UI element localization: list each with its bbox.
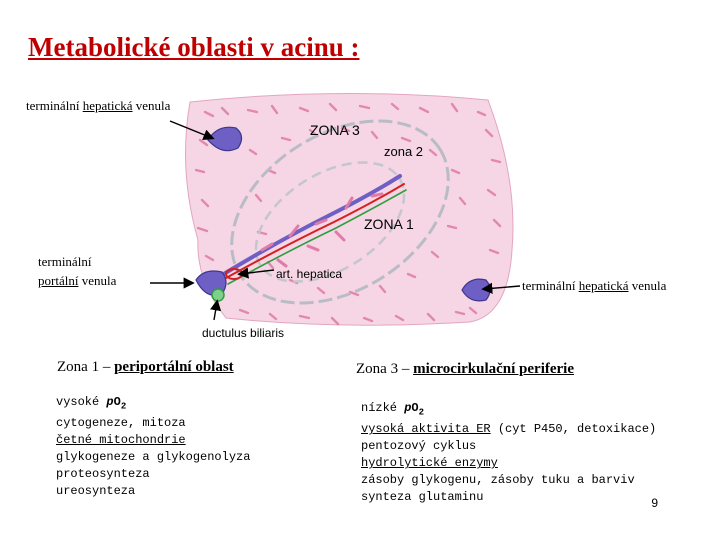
arrow-ductulus: [214, 302, 217, 320]
zone1-po2: vysoké $pO_2$: [56, 395, 127, 412]
zone3-list: [361, 400, 656, 506]
label-zona3: ZONA 3: [310, 122, 360, 138]
page-number: 9: [651, 496, 658, 510]
label-ductulus-biliaris: ductulus biliaris: [202, 326, 285, 340]
label-terminal-hepatic-venula-top: terminální hepatická venula: [26, 98, 171, 113]
bile-ductule: [212, 289, 224, 301]
zone1-item: cytogeneze, mitoza: [56, 416, 186, 431]
zone1-item: ureosynteza: [56, 484, 136, 499]
label-zona1: ZONA 1: [364, 216, 414, 232]
label-art-hepatica: art. hepatica: [276, 267, 343, 281]
label-zona2: zona 2: [384, 144, 424, 159]
zone1-heading: Zona 1 – periportální oblast: [57, 359, 234, 375]
zone3-item: pentozový cyklus: [361, 439, 477, 454]
zone3-heading: Zona 3 – microcirkulační periferie: [356, 361, 574, 377]
label-terminal-hepatic-venula-right: terminální hepatická venula: [522, 278, 667, 293]
label-portal-venula: portální venula: [38, 273, 117, 288]
zone3-po2: nízké $pO_2$: [361, 401, 425, 418]
zone3-item: vysoká aktivita ER (cyt P450, detoxikace): [361, 422, 657, 437]
zone1-item: glykogeneze a glykogenolyza: [56, 450, 251, 465]
zone3-item: zásoby glykogenu, zásoby tuku a barviv: [361, 473, 635, 488]
zone3-item: hydrolytické enzymy: [361, 456, 498, 471]
label-portal-line1: terminální: [38, 254, 92, 269]
zone1-item: proteosynteza: [56, 467, 150, 482]
zone1-list: [56, 394, 250, 500]
zone1-item: četné mitochondrie: [56, 433, 186, 448]
page-title: Metabolické oblasti v acinu :: [28, 32, 360, 62]
zone3-item: synteza glutaminu: [361, 490, 484, 505]
